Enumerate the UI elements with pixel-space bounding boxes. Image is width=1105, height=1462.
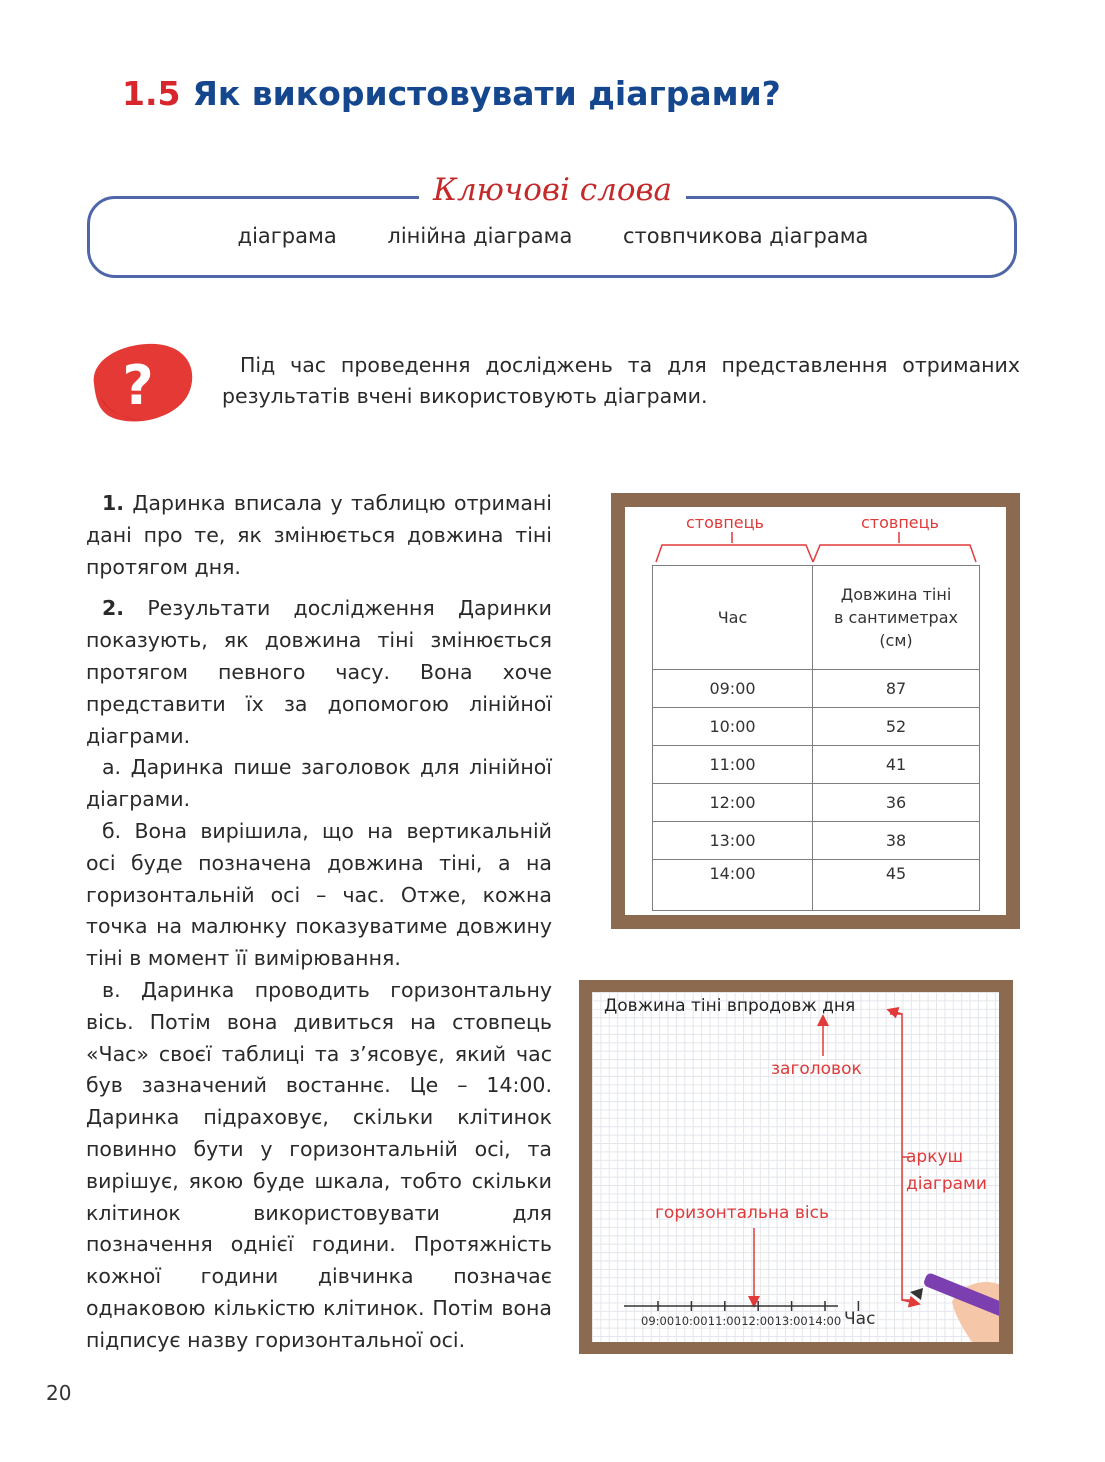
table-cell-length: 52 <box>813 708 980 746</box>
x-tick-label: 10:00 <box>674 1314 708 1328</box>
shadow-data-table <box>652 565 980 911</box>
hand-with-pen-icon <box>910 1272 999 1342</box>
x-axis-name: Час <box>844 1309 876 1329</box>
svg-text:?: ? <box>122 354 154 417</box>
paragraph-b: б. Вона вирішила, що на вертикальній осі буде позначена довжина тіні, а на горизонтальній осі – час. Отже, кожна точка на малюнку показуватиме довжину тіні в момент її вимірювання. <box>86 818 552 971</box>
x-tick-label: 11:00 <box>707 1314 741 1328</box>
x-tick-label: 13:00 <box>774 1314 808 1328</box>
keywords-title: Ключові слова <box>419 172 686 208</box>
keywords-title-wrap <box>0 172 1105 208</box>
chart-title: Довжина тіні впродовж дня <box>604 996 856 1016</box>
paragraph-1-number: 1. <box>102 491 125 515</box>
table-header-length: Довжина тіні в сантиметрах (см) <box>813 566 980 670</box>
section-number: 1.5 <box>122 74 181 113</box>
section-title: Як використовувати діаграми? <box>192 74 781 113</box>
keyword-item: стовпчикова діаграма <box>623 224 869 248</box>
table-cell-length: 38 <box>813 822 980 860</box>
body-text <box>86 488 552 1357</box>
table-header-time: Час <box>653 566 813 670</box>
table-cell-time: 11:00 <box>653 746 813 784</box>
section-heading <box>122 74 781 113</box>
label-title: заголовок <box>771 1059 862 1079</box>
keywords-list <box>88 224 1018 248</box>
table-cell-time: 10:00 <box>653 708 813 746</box>
label-sheet-line1: аркуш <box>906 1147 964 1167</box>
paragraph-2-text: Результати дослідження Даринки показують, як довжина тіні змінюється протягом певного часу. Вона хоче представити їх за допомогою лінійної діаграми. <box>86 596 552 748</box>
page-number: 20 <box>46 1381 72 1405</box>
paragraph-1 <box>86 488 552 583</box>
paragraph-1-text: Даринка вписала у таблицю отримані дані про те, як змінюється довжина тіні протягом дня. <box>86 491 552 579</box>
x-tick-label: 09:00 <box>641 1314 675 1328</box>
paragraph-2-number: 2. <box>102 596 125 621</box>
column-brackets <box>650 530 982 566</box>
x-tick-label: 12:00 <box>741 1314 775 1328</box>
keyword-item: діаграма <box>237 224 337 248</box>
table-cell-length: 41 <box>813 746 980 784</box>
table-cell-time: 14:00 <box>653 860 813 911</box>
column-label-length: стовпець <box>861 513 939 532</box>
table-cell-length: 87 <box>813 670 980 708</box>
question-mark-icon <box>86 340 196 424</box>
column-label-time: стовпець <box>686 513 764 532</box>
table-cell-time: 12:00 <box>653 784 813 822</box>
table-cell-time: 13:00 <box>653 822 813 860</box>
table-cell-length: 45 <box>813 860 980 911</box>
label-horizontal-axis: горизонтальна вісь <box>655 1203 829 1223</box>
table-cell-time: 09:00 <box>653 670 813 708</box>
chart-annotations <box>592 992 999 1342</box>
keyword-item: лінійна діаграма <box>387 224 573 248</box>
intro-text: Під час проведення досліджень та для представлення отриманих результатів вчені використовують діаграми. <box>222 353 1020 408</box>
table-cell-length: 36 <box>813 784 980 822</box>
paragraph-a: а. Даринка пише заголовок для лінійної діаграми. <box>86 755 552 812</box>
paragraph-2 <box>86 593 552 752</box>
label-sheet-line2: діаграми <box>906 1174 987 1194</box>
x-tick-label: 14:00 <box>808 1314 842 1328</box>
paragraph-c: в. Даринка проводить горизонтальну вісь. Потім вона дивиться на стовпець «Час» своєї таблиці та з’ясовує, який час був зазначений востаннє. Це – 14:00. Даринка підраховує, скільки клітинок повинно бути у горизонтальній осі, та вирішує, якою буде шкала, тобто скільки клітинок використовувати для позначення однієї години. Протяжність кожної години дівчинка позначає однаковою кількістю клітинок. Потім вона підписує назву горизонтальної осі. <box>86 977 552 1352</box>
